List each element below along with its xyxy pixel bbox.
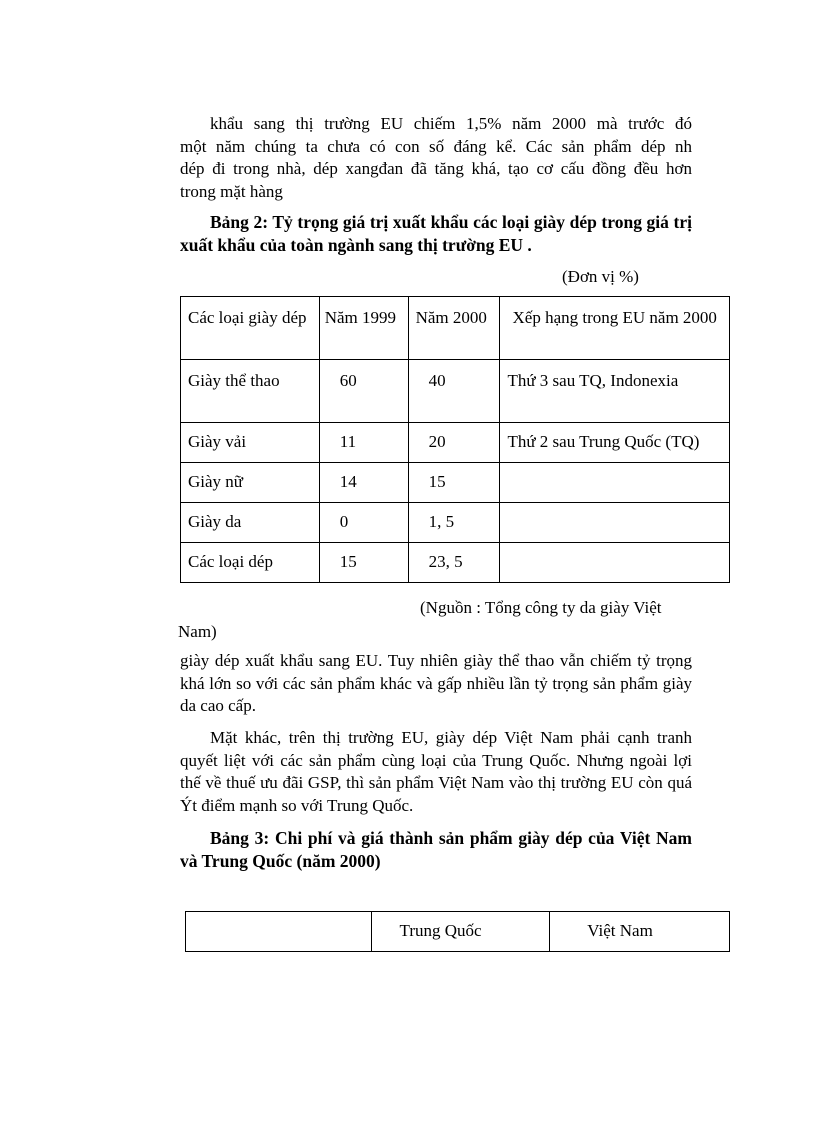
table-row — [181, 423, 730, 463]
table3-header-row — [186, 912, 730, 952]
table2-cell-1999: 11 — [319, 423, 408, 463]
table2-header-1999: Năm 1999 — [319, 297, 408, 360]
table2-cell-rank — [500, 503, 730, 543]
table2-unit: (Đơn vị %) — [562, 267, 639, 286]
table-row — [181, 543, 730, 583]
table2-cell-type: Giày vải — [181, 423, 320, 463]
table-row — [181, 503, 730, 543]
table2-title: Bảng 2: Tỷ trọng giá trị xuất khẩu các loại giày dép trong giá trị xuất khẩu của toàn ngành sang thị trường EU . — [180, 212, 692, 255]
table-row — [181, 463, 730, 503]
table2-cell-type: Giày thể thao — [181, 360, 320, 423]
table2-cell-rank — [500, 543, 730, 583]
table3-header-blank — [186, 912, 372, 952]
table2-cell-2000: 40 — [408, 360, 500, 423]
intro-paragraph — [180, 113, 692, 203]
table2-cell-1999: 0 — [319, 503, 408, 543]
table2-cell-type: Giày nữ — [181, 463, 320, 503]
table2-cell-2000: 23, 5 — [408, 543, 500, 583]
table2-cell-rank: Thứ 2 sau Trung Quốc (TQ) — [500, 423, 730, 463]
table2-cell-1999: 15 — [319, 543, 408, 583]
table2-cell-type: Giày da — [181, 503, 320, 543]
body-paragraph-2: Mặt khác, trên thị trường EU, giày dép Việt Nam phải cạnh tranh quyết liệt với các sản phẩm cùng loại của Trung Quốc. Nhưng ngoài lợi thế về thuế ưu đãi GSP, thì sản phẩm Việt Nam vào thị trường EU còn quá Ýt điểm mạnh so với Trung Quốc. — [180, 728, 692, 815]
intro-line-2: một năm chúng ta chưa có con số đáng kể. Các sản phẩm dép nh — [180, 136, 692, 156]
table2-source-line1: (Nguồn : Tổng công ty da giày Việt — [420, 598, 662, 617]
body-paragraph-1: giày dép xuất khẩu sang EU. Tuy nhiên giày thể thao vẫn chiếm tỷ trọng khá lớn so với các sản phẩm khác và gấp nhiều lần tỷ trọng sản phẩm giày da cao cấp. — [180, 651, 692, 715]
table2-cell-2000: 1, 5 — [408, 503, 500, 543]
table2 — [180, 296, 730, 583]
table2-header-rank: Xếp hạng trong EU năm 2000 — [500, 297, 730, 360]
table2-cell-rank — [500, 463, 730, 503]
table2-header-type: Các loại giày dép — [181, 297, 320, 360]
table2-cell-type: Các loại dép — [181, 543, 320, 583]
table2-cell-rank: Thứ 3 sau TQ, Indonexia — [500, 360, 730, 423]
table3-header-vietnam: Việt Nam — [550, 912, 730, 952]
table2-cell-1999: 60 — [319, 360, 408, 423]
table2-cell-2000: 15 — [408, 463, 500, 503]
intro-line-1: khẩu sang thị trường EU chiếm 1,5% năm 2000 mà trước đó — [210, 114, 692, 133]
table2-header-row — [181, 297, 730, 360]
table3-header-china: Trung Quốc — [371, 912, 550, 952]
intro-line-4: trong mặt hàng — [180, 181, 283, 201]
table2-cell-1999: 14 — [319, 463, 408, 503]
table3 — [185, 911, 730, 952]
table3-title: Bảng 3: Chi phí và giá thành sản phẩm giày dép của Việt Nam và Trung Quốc (năm 2000) — [180, 828, 692, 871]
table2-source-line2: Nam) — [178, 622, 217, 641]
intro-line-3: dép đi trong nhà, dép xangđan đã tăng khá, tạo cơ cấu đồng đều hơn — [180, 159, 692, 178]
table-row — [181, 360, 730, 423]
table2-cell-2000: 20 — [408, 423, 500, 463]
table2-header-2000: Năm 2000 — [408, 297, 500, 360]
